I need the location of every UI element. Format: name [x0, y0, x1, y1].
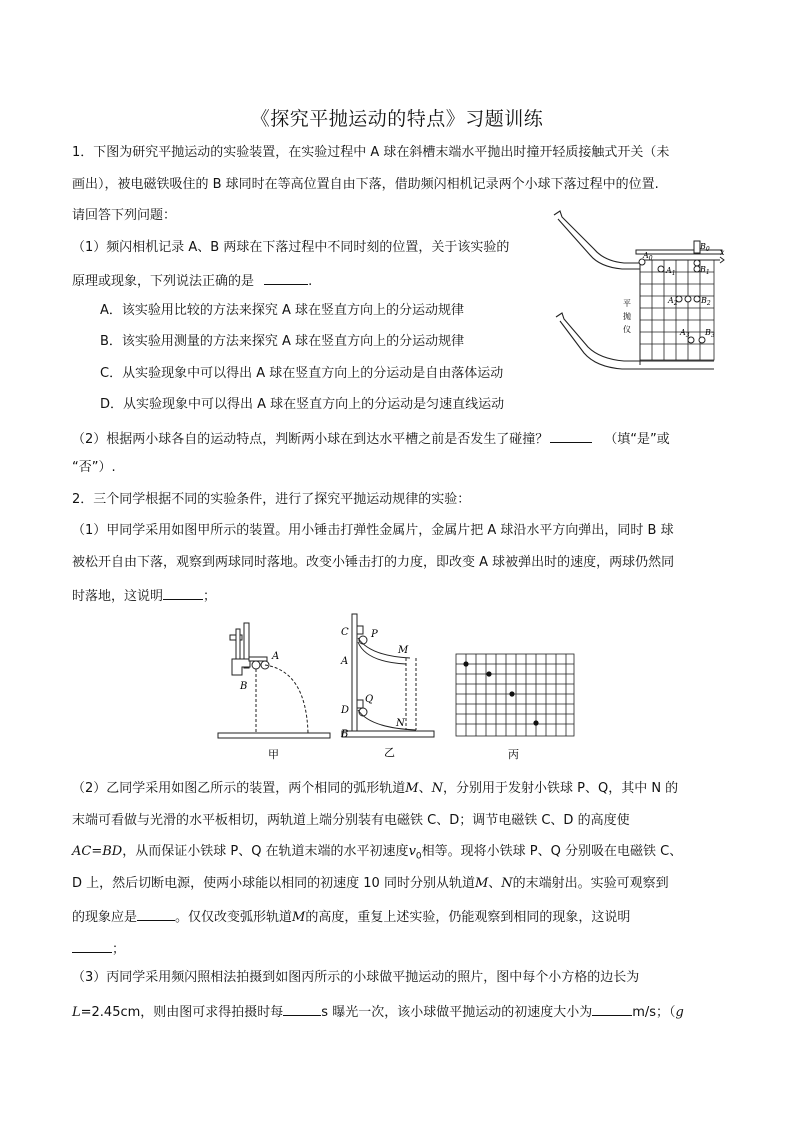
label-instrument-2: 抛 [623, 312, 631, 321]
q2-part2-line-6 [72, 938, 125, 959]
jia-clamp-body [232, 659, 250, 675]
q2-part2-text-4b: 的末端射出。实验可观察到 [512, 876, 669, 891]
q1-option-b[interactable]: B．该实验用测量的方法来探究 A 球在竖直方向上的分运动规律 [100, 334, 465, 349]
yi-magnet-c [357, 626, 363, 634]
q2-part2-line-1 [72, 780, 678, 798]
label-b1: $B_1$ [700, 265, 710, 276]
label-x-axis: x [720, 248, 725, 257]
q2-part1-answer-blank[interactable] [163, 585, 203, 600]
q2-part3-text-a: =2.45cm，则由图可求得拍摄时每 [80, 1005, 284, 1020]
q2-part3-l: L [72, 1005, 81, 1020]
yi-label-b: B [341, 729, 349, 740]
lower-chute-bottom-edge [560, 321, 714, 369]
bing-point-1 [463, 661, 468, 666]
label-a3: $A_3$ [680, 328, 690, 339]
q2-part2-sep: 、 [418, 781, 432, 796]
yi-label-n: N [396, 718, 405, 729]
q2-part2-text-3: ，从而保证小铁球 P、Q 在轨道末端的水平初速度 [122, 844, 409, 859]
yi-vertical-post [352, 614, 357, 736]
yi-ball-q [359, 708, 367, 716]
q2-part2-line-3 [72, 843, 682, 866]
q2-part2-text-5c: 的高度，重复上述实验，仍能观察到相同的现象，这说明 [305, 910, 631, 925]
q2-part2-equation: AC=BD [72, 844, 123, 859]
q2-part2-text-4: D 上，然后切断电源，使两小球能以相同的初速度 10 同时分别从轨道 [72, 876, 475, 891]
q2-part2-end: ； [112, 942, 126, 957]
q1-part1-answer-blank[interactable] [264, 270, 308, 285]
q2-part3-line-1: （3）丙同学采用频闪照相法拍摄到如图丙所示的小球做平抛运动的照片，图中每个小方格的边长为 [72, 970, 640, 985]
yi-magnet-d [357, 700, 363, 708]
q2-part3-line-2 [72, 1001, 684, 1022]
figure-bing [450, 650, 580, 765]
q2-part2-text-5b: 。仅仅改变弧形轨道 [175, 910, 293, 925]
label-a1: $A_1$ [666, 266, 676, 277]
q2-part2-text-5: 的现象应是 [72, 910, 138, 925]
yi-base-plate [342, 731, 434, 737]
q2-part2-line-4 [72, 875, 669, 893]
label-b0: $B_0$ [700, 242, 710, 253]
q2-part2-text-1: （2）乙同学采用如图乙所示的装置，两个相同的弧形轨道 [72, 781, 406, 796]
q2-part2-v0: v [408, 844, 416, 859]
q1-part1-line-2 [72, 270, 312, 291]
bing-point-2 [486, 671, 491, 676]
label-a0: $A_0$ [643, 251, 653, 262]
ball-a1 [658, 266, 664, 272]
figure-jia [210, 615, 340, 765]
q2-part1-line-3 [72, 585, 216, 606]
q1-apparatus-figure [548, 205, 728, 375]
yi-label-m: M [398, 645, 409, 656]
q2-part2-track-m-2: M [474, 876, 489, 891]
q2-part3-text-c: m/s；（ [632, 1005, 676, 1020]
q1-part2-text: （2）根据两小球各自的运动特点，判断两小球在到达水平槽之前是否发生了碰撞？ [72, 432, 549, 447]
yi-label-d: D [341, 705, 350, 716]
yi-label-p: P [371, 629, 378, 640]
ball-b3 [699, 337, 705, 343]
q2-part2-text-3b: 相等。现将小铁球 P、Q 分别吸在电磁铁 C、 [421, 844, 683, 859]
yi-label-c: C [341, 627, 349, 638]
q2-part2-answer-blank-2[interactable] [72, 938, 112, 953]
label-a2: $A_2$ [668, 296, 678, 307]
upper-chute-bottom-edge [558, 219, 640, 269]
q2-part2-track-n: N [431, 781, 443, 796]
jia-metal-sheet [249, 657, 267, 661]
q1-part2-line-2: “否”）. [72, 460, 116, 475]
q2-part2-line-5 [72, 906, 630, 927]
q1-part2-hint: （填“是”或 [604, 432, 670, 447]
jia-hammer-handle [236, 629, 240, 659]
yi-label-a: A [341, 656, 349, 667]
bing-point-4 [533, 720, 538, 725]
q1-part1-text: 原理或现象，下列说法正确的是 [72, 274, 255, 289]
page-title: 《探究平抛运动的特点》习题训练 [250, 108, 544, 130]
q1-stem-line-2: 画出），被电磁铁吸住的 B 球同时在等高位置自由下落，借助频闪相机记录两个小球下落过程中的位置. [72, 177, 659, 192]
bing-grid [456, 654, 574, 736]
q2-part1-line-1: （1）甲同学采用如图甲所示的装置。用小锤击打弹性金属片，金属片把 A 球沿水平方向弹出，同时 B 球 [72, 523, 674, 538]
figure-yi [336, 612, 440, 764]
q2-part2-answer-blank-1[interactable] [137, 906, 175, 921]
q2-part2-text-1b: ，分别用于发射小铁球 P、Q，其中 N 的 [442, 781, 679, 796]
q1-part2-line-1 [72, 428, 670, 449]
yi-label-q: Q [365, 694, 374, 705]
q2-part3-answer-blank-1[interactable] [283, 1001, 321, 1016]
q2-part2-track-m: M [405, 781, 419, 796]
ball-mid [685, 296, 691, 302]
bing-caption: 丙 [508, 748, 519, 761]
jia-base-plate [218, 733, 330, 738]
q1-option-d[interactable]: D．从实验现象中可以得出 A 球在竖直方向上的分运动是匀速直线运动 [100, 397, 505, 412]
q2-part1-text: 时落地，这说明 [72, 589, 164, 604]
q2-part3-answer-blank-2[interactable] [592, 1001, 632, 1016]
jia-label-a: A [272, 651, 280, 662]
label-b2: $B_2$ [701, 296, 711, 307]
q2-part3-text-b: s 曝光一次，该小球做平抛运动的初速度大小为 [321, 1005, 593, 1020]
q1-part1-end: . [308, 274, 313, 289]
grid-board [640, 260, 714, 360]
q1-part1-line-1: （1）频闪相机记录 A、B 两球在下落过程中不同时刻的位置，关于该实验的 [72, 240, 510, 255]
q1-option-a[interactable]: A．该实验用比较的方法来探究 A 球在竖直方向上的分运动规律 [100, 303, 465, 318]
jia-path-a [265, 665, 308, 733]
q2-part1-end: ； [203, 589, 217, 604]
label-instrument-1: 平 [623, 299, 631, 308]
x-axis-arrow [720, 257, 724, 263]
q2-part1-line-2: 被松开自由下落，观察到两球同时落地。改变小锤击打的力度，即改变 A 球被弹出时的速度，两球仍然同 [72, 555, 675, 570]
q1-stem-line-3: 请回答下列问题： [72, 208, 177, 223]
q1-part2-answer-blank[interactable] [550, 428, 592, 443]
q2-part2-track-m-3: M [292, 910, 306, 925]
bing-point-3 [509, 691, 514, 696]
q2-part2-line-2: 末端可看做与光滑的水平板相切，两轨道上端分别装有电磁铁 C、D；调节电磁铁 C、D 的高度使 [72, 813, 630, 828]
yi-ball-p [359, 636, 367, 644]
ball-b2 [694, 296, 700, 302]
q2-part2-sep-2: 、 [488, 876, 502, 891]
q2-part3-g: g [675, 1005, 684, 1020]
label-b3: $B_3$ [705, 328, 715, 339]
yi-caption: 乙 [384, 746, 395, 759]
jia-caption: 甲 [268, 748, 279, 761]
q2-part2-v0-sub: 0 [415, 851, 422, 862]
q1-stem-line-1: 1．下图为研究平抛运动的实验装置，在实验过程中 A 球在斜槽末端水平抛出时撞开轻质接触式开关（未 [72, 145, 670, 160]
upper-chute-top-edge [554, 211, 640, 263]
jia-label-b: B [240, 681, 248, 692]
q2-part2-track-n-2: N [501, 876, 513, 891]
q1-option-c[interactable]: C．从实验现象中可以得出 A 球在竖直方向上的分运动是自由落体运动 [100, 366, 504, 381]
jia-ball-b [252, 661, 260, 669]
label-instrument-3: 仪 [623, 325, 631, 334]
q2-stem: 2．三个同学根据不同的实验条件，进行了探究平抛运动规律的实验： [72, 492, 471, 507]
